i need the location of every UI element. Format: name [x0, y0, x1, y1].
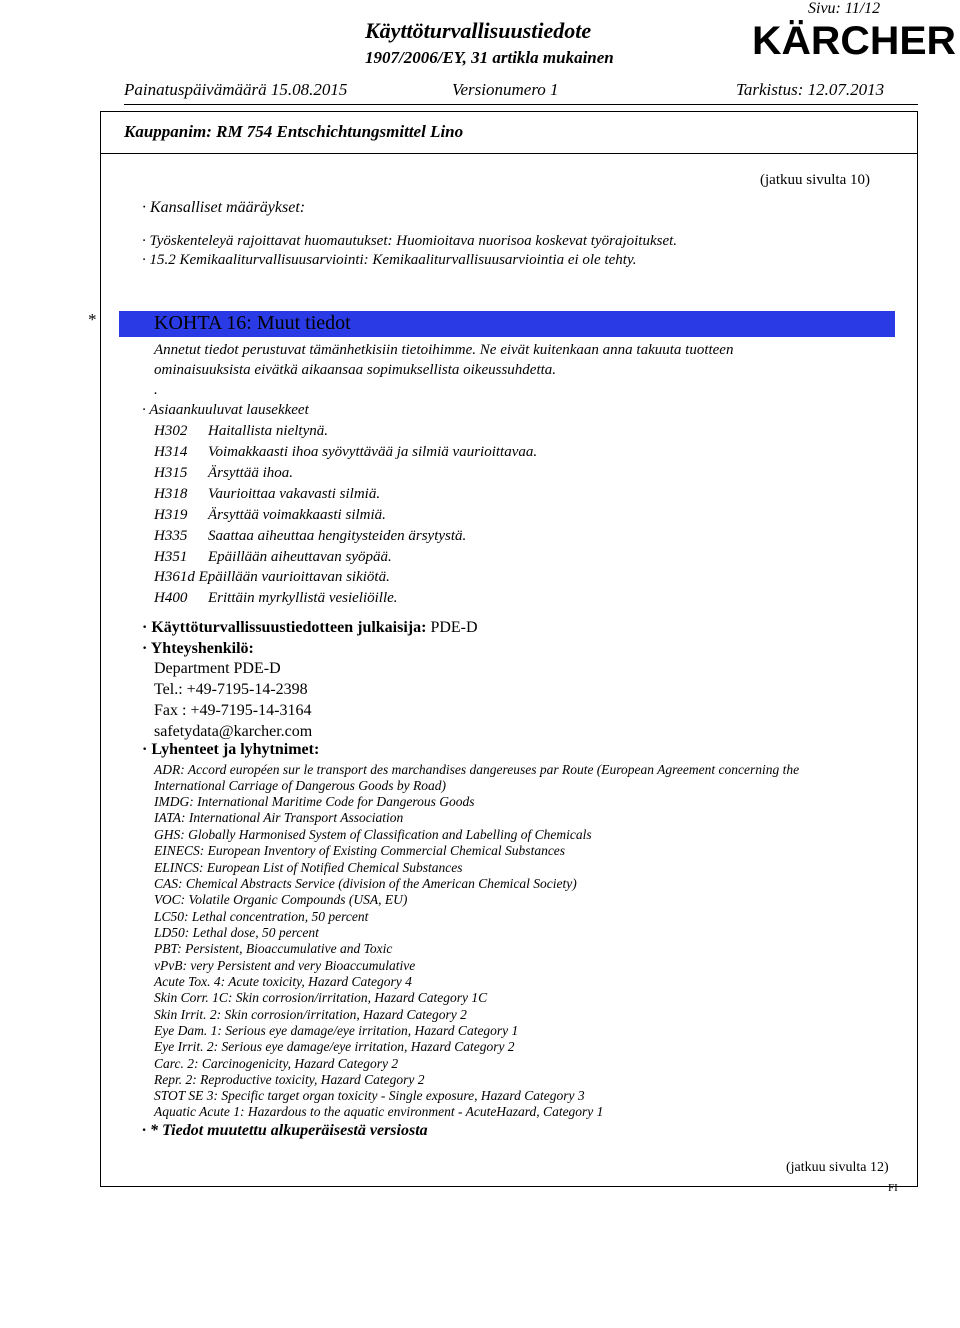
hazard-statement — [154, 423, 328, 440]
hazard-text: Voimakkaasti ihoa syövyttävää ja silmiä vaurioittavaa. — [208, 444, 538, 460]
contact-fax: Fax : +49-7195-14-3164 — [154, 702, 312, 719]
hazard-statement — [154, 507, 386, 524]
abbreviation-item: CAS: Chemical Abstracts Service (division of the American Chemical Society) — [154, 876, 577, 891]
disclaimer-line-2: ominaisuuksista eivätkä aikaansaa sopimuksellista oikeussuhdetta. — [154, 362, 557, 378]
publisher-label: · Käyttöturvallissuustiedotteen julkaisija: — [142, 619, 427, 636]
page-number: Sivu: 11/12 — [808, 0, 881, 17]
hazard-text: Erittäin myrkyllistä vesieliöille. — [208, 590, 398, 606]
contact-label: · Yhteyshenkilö: — [142, 640, 254, 657]
hazard-text: Ärsyttää ihoa. — [208, 465, 293, 481]
work-restrictions-value: Huomioitava nuorisoa koskevat työrajoitukset. — [392, 233, 678, 249]
version-number: Versionumero 1 — [452, 80, 559, 99]
hazard-statement — [154, 486, 380, 503]
abbreviation-item: Skin Irrit. 2: Skin corrosion/irritation, Hazard Category 2 — [154, 1007, 467, 1022]
hazard-statement — [154, 528, 466, 545]
svg-text:KÄRCHER: KÄRCHER — [752, 19, 957, 62]
trade-name-divider — [100, 153, 918, 154]
document-title: Käyttöturvallisuustiedote — [365, 18, 592, 43]
header-divider — [124, 104, 918, 105]
hazard-code: H319 — [154, 507, 188, 523]
hazard-statement — [154, 465, 293, 482]
language-code: FI — [888, 1182, 898, 1194]
hazard-text: Ärsyttää voimakkaasti silmiä. — [208, 507, 386, 523]
abbreviation-item: Aquatic Acute 1: Hazardous to the aquatic environment - AcuteHazard, Category 1 — [154, 1104, 604, 1119]
abbreviation-item: LD50: Lethal dose, 50 percent — [154, 925, 319, 940]
abbreviation-item: STOT SE 3: Specific target organ toxicity - Single exposure, Hazard Category 3 — [154, 1088, 585, 1103]
section-title: KOHTA 16: Muut tiedot — [154, 312, 351, 334]
abbreviation-item: PBT: Persistent, Bioaccumulative and Toxic — [154, 941, 393, 956]
abbreviation-item: vPvB: very Persistent and very Bioaccumulative — [154, 958, 416, 973]
continued-from: (jatkuu sivulta 10) — [760, 172, 870, 188]
abbreviation-item: Carc. 2: Carcinogenicity, Hazard Category 2 — [154, 1056, 399, 1071]
csa-value: Kemikaaliturvallisuusarviointia ei ole tehty. — [368, 252, 637, 268]
hazard-code: H361d — [154, 569, 195, 585]
karcher-logo — [750, 14, 958, 62]
hazard-code: H400 — [154, 590, 188, 606]
hazard-code: H314 — [154, 444, 188, 460]
contact-email[interactable]: safetydata@karcher.com — [154, 723, 313, 740]
contact-department: Department PDE-D — [154, 660, 281, 677]
abbreviation-item: Eye Dam. 1: Serious eye damage/eye irritation, Hazard Category 1 — [154, 1023, 519, 1038]
document-subtitle: 1907/2006/EY, 31 artikla mukainen — [365, 48, 614, 67]
national-regulations-label: · Kansalliset määräykset: — [142, 199, 306, 216]
abbreviation-item: Repr. 2: Reproductive toxicity, Hazard Category 2 — [154, 1072, 425, 1087]
hazard-statement — [154, 444, 537, 461]
publisher-value: PDE-D — [426, 619, 478, 636]
abbreviation-item: ELINCS: European List of Notified Chemical Substances — [154, 860, 463, 875]
abbreviation-item: Acute Tox. 4: Acute toxicity, Hazard Category 4 — [154, 974, 412, 989]
sds-publisher — [142, 619, 478, 637]
abbreviation-item: ADR: Accord européen sur le transport des marchandises dangereuses par Route (European Agreement concerning the — [154, 762, 800, 777]
hazard-code: H318 — [154, 486, 188, 502]
contact-phone: Tel.: +49-7195-14-2398 — [154, 681, 308, 698]
hazard-code: H335 — [154, 528, 188, 544]
hazard-text: Vaurioittaa vakavasti silmiä. — [208, 486, 381, 502]
changed-note: · * Tiedot muutettu alkuperäisestä versiosta — [142, 1122, 428, 1139]
csa-label: · 15.2 Kemikaaliturvallisuusarviointi: — [142, 252, 369, 268]
print-date: Painatuspäivämäärä 15.08.2015 — [124, 80, 348, 99]
abbreviation-item: IMDG: International Maritime Code for Dangerous Goods — [154, 794, 475, 809]
chemical-safety-assessment — [142, 252, 637, 269]
abbreviation-item: EINECS: European Inventory of Existing Commercial Chemical Substances — [154, 843, 566, 858]
hazard-statement — [154, 569, 390, 586]
continued-on: (jatkuu sivulta 12) — [786, 1160, 889, 1175]
abbreviations-label: · Lyhenteet ja lyhytnimet: — [142, 741, 320, 758]
hazard-code: H302 — [154, 423, 188, 439]
relevant-phrases-label: · Asiaankuuluvat lausekkeet — [142, 402, 309, 418]
work-restrictions — [142, 233, 677, 250]
abbreviation-item: IATA: International Air Transport Association — [154, 810, 404, 825]
hazard-code: H315 — [154, 465, 188, 481]
hazard-text: Epäillään vaurioittavan sikiötä. — [198, 569, 390, 585]
separator-dot: . — [154, 382, 158, 398]
abbreviation-item: Skin Corr. 1C: Skin corrosion/irritation, Hazard Category 1C — [154, 990, 488, 1005]
disclaimer-line-1: Annetut tiedot perustuvat tämänhetkisiin tietoihimme. Ne eivät kuitenkaan anna takuuta tuotteen — [154, 342, 734, 358]
hazard-statement — [154, 549, 392, 566]
hazard-statement — [154, 590, 398, 607]
hazard-text: Saattaa aiheuttaa hengitysteiden ärsytystä. — [208, 528, 467, 544]
abbreviation-item: GHS: Globally Harmonised System of Classification and Labelling of Chemicals — [154, 827, 592, 842]
trade-name: Kauppanim: RM 754 Entschichtungsmittel Lino — [124, 122, 464, 141]
hazard-code: H351 — [154, 549, 188, 565]
hazard-text: Epäillään aiheuttavan syöpää. — [208, 549, 392, 565]
revision-date: Tarkistus: 12.07.2013 — [736, 80, 885, 99]
abbreviation-item: International Carriage of Dangerous Goods by Road) — [154, 778, 446, 793]
abbreviation-item: LC50: Lethal concentration, 50 percent — [154, 909, 369, 924]
abbreviation-item: VOC: Volatile Organic Compounds (USA, EU) — [154, 892, 408, 907]
abbreviation-item: Eye Irrit. 2: Serious eye damage/eye irritation, Hazard Category 2 — [154, 1039, 515, 1054]
work-restrictions-label: · Työskenteleyä rajoittavat huomautukset: — [142, 233, 393, 249]
hazard-text: Haitallista nieltynä. — [208, 423, 328, 439]
changed-marker: * — [88, 310, 97, 329]
